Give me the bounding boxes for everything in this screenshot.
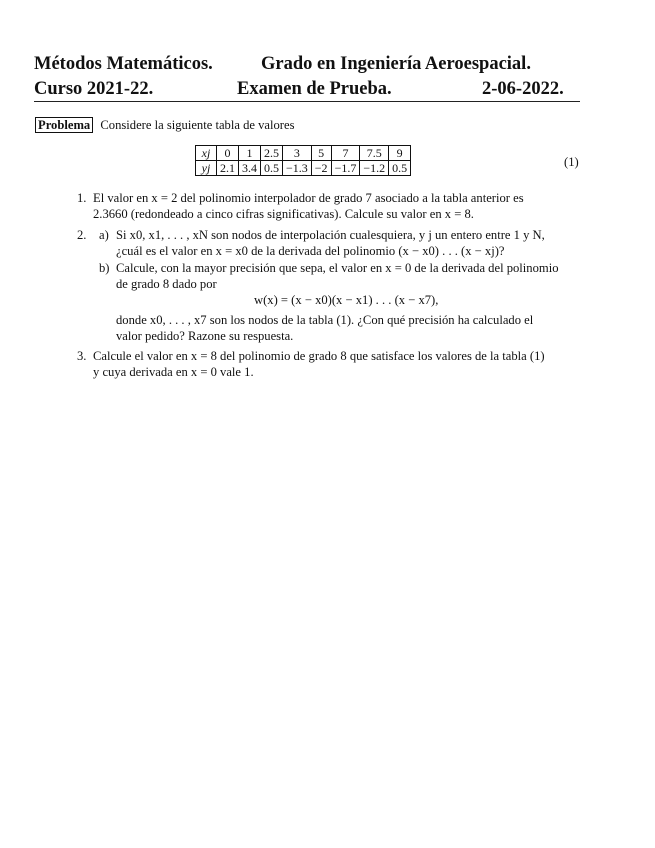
q1-number: 1. xyxy=(77,191,87,205)
table-cell: 7.5 xyxy=(360,146,389,161)
table-cell: 0.5 xyxy=(389,161,411,176)
table-row-y xyxy=(196,161,411,176)
q2a-label: a) xyxy=(99,228,109,242)
q2a-line-1: Si x0, x1, . . . , xN son nodos de interpolación cualesquiera, y j un entero entre 1 y N, xyxy=(116,228,545,242)
row-label-y: yj xyxy=(196,161,217,176)
values-table xyxy=(195,145,411,176)
problem-label: Problema xyxy=(35,117,93,133)
q2b-formula: w(x) = (x − x0)(x − x1) . . . (x − x7), xyxy=(254,293,439,307)
q2b-line-4: valor pedido? Razone su respuesta. xyxy=(116,329,294,343)
table-cell: 3 xyxy=(283,146,312,161)
q2b-line-1: Calcule, con la mayor precisión que sepa, el valor en x = 0 de la derivada del polinomio xyxy=(116,261,559,275)
course-title: Métodos Matemáticos. xyxy=(34,54,213,74)
table-cell: 5 xyxy=(311,146,331,161)
table-cell: 1 xyxy=(239,146,261,161)
table-cell: 9 xyxy=(389,146,411,161)
table-cell: 3.4 xyxy=(239,161,261,176)
row-label-x: xj xyxy=(196,146,217,161)
table-cell: 0 xyxy=(217,146,239,161)
header-rule xyxy=(34,101,580,102)
q3-line-2: y cuya derivada en x = 0 vale 1. xyxy=(93,365,254,379)
course-year: Curso 2021-22. xyxy=(34,79,154,99)
q2a-line-2: ¿cuál es el valor en x = x0 de la derivada del polinomio (x − x0) . . . (x − xj)? xyxy=(116,244,505,258)
exam-date: 2-06-2022. xyxy=(482,79,564,99)
degree-title: Grado en Ingeniería Aeroespacial. xyxy=(261,54,531,74)
table-cell: −1.2 xyxy=(360,161,389,176)
table-cell: −1.3 xyxy=(283,161,312,176)
table-cell: −1.7 xyxy=(331,161,360,176)
q2b-line-2: de grado 8 dado por xyxy=(116,277,217,291)
problem-intro: Considere la siguiente tabla de valores xyxy=(100,118,295,132)
q2b-line-3: donde x0, . . . , x7 son los nodos de la tabla (1). ¿Con qué precisión ha calculado el xyxy=(116,313,534,327)
q3-line-1: Calcule el valor en x = 8 del polinomio de grado 8 que satisface los valores de la tabla (1) xyxy=(93,349,545,363)
table-cell: 2.5 xyxy=(261,146,283,161)
table-cell: 7 xyxy=(331,146,360,161)
table-cell: 0.5 xyxy=(261,161,283,176)
q1-line-1: El valor en x = 2 del polinomio interpolador de grado 7 asociado a la tabla anterior es xyxy=(93,191,524,205)
q2-number: 2. xyxy=(77,228,87,242)
problem-heading xyxy=(35,117,294,133)
q2b-label: b) xyxy=(99,261,110,275)
equation-number: (1) xyxy=(564,155,579,169)
q3-number: 3. xyxy=(77,349,87,363)
table-cell: 2.1 xyxy=(217,161,239,176)
exam-title: Examen de Prueba. xyxy=(237,79,392,99)
table-cell: −2 xyxy=(311,161,331,176)
q1-line-2: 2.3660 (redondeado a cinco cifras significativas). Calcule su valor en x = 8. xyxy=(93,207,474,221)
table-row-x xyxy=(196,146,411,161)
